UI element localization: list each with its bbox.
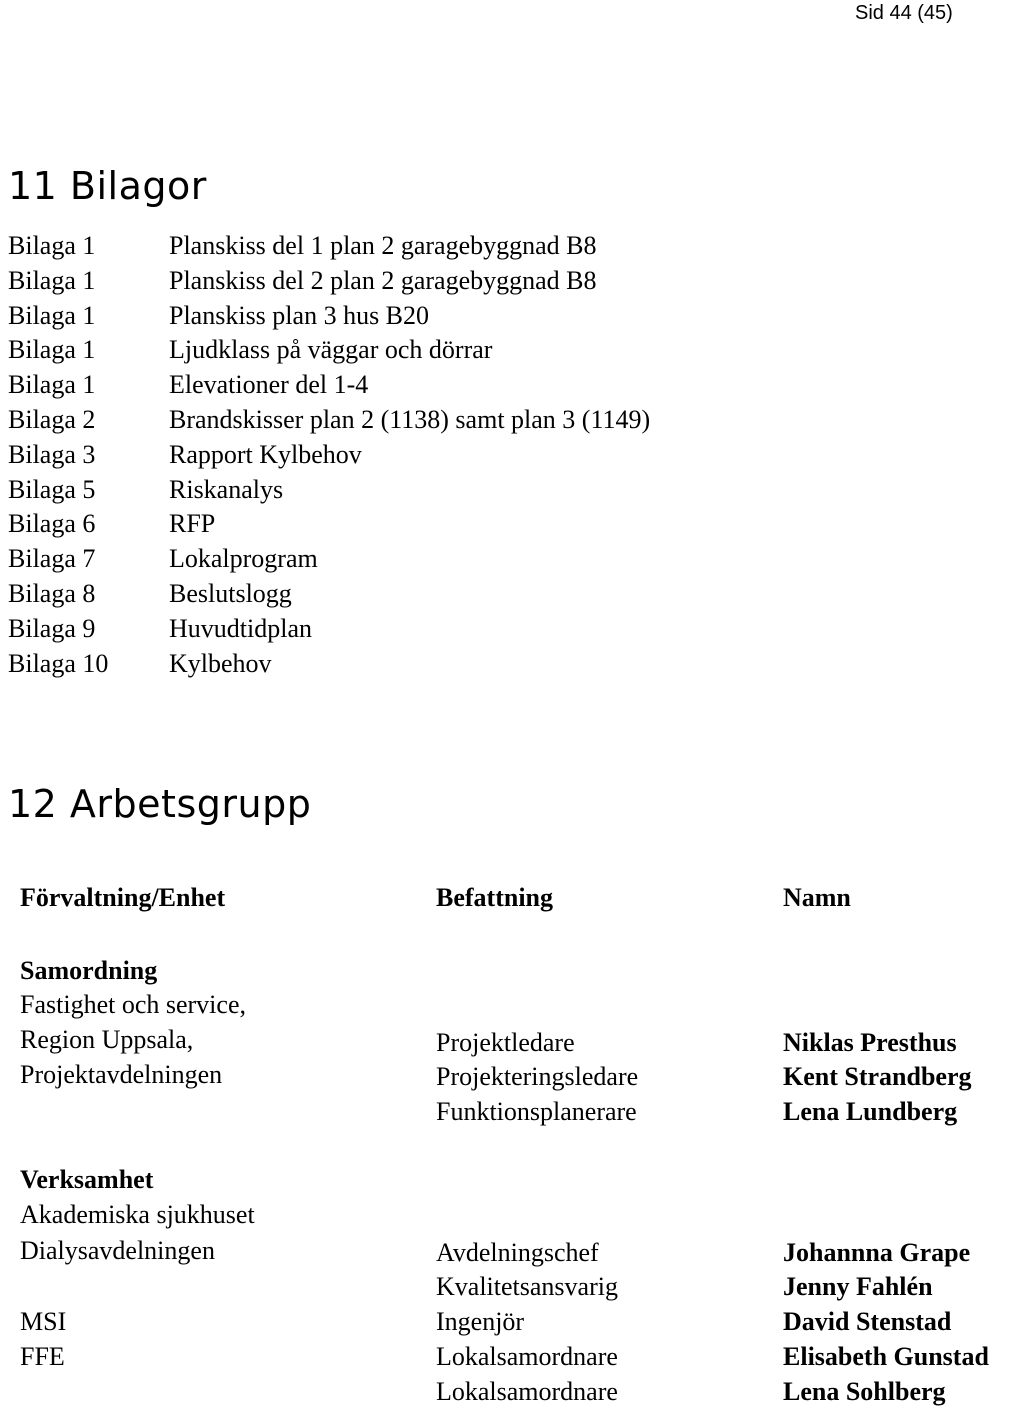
unit-line: FFE	[20, 1342, 65, 1371]
member-name: Niklas Presthus	[783, 1028, 957, 1057]
bilagor-list	[8, 229, 650, 681]
member-name: David Stenstad	[783, 1307, 952, 1336]
bilaga-row	[8, 647, 650, 682]
bilaga-description: Planskiss del 1 plan 2 garagebyggnad B8	[169, 231, 597, 260]
bilaga-description: Ljudklass på väggar och dörrar	[169, 335, 493, 365]
bilaga-description: Planskiss del 2 plan 2 garagebyggnad B8	[169, 265, 597, 295]
member-name: Jenny Fahlén	[783, 1272, 933, 1301]
member-role: Avdelningschef	[436, 1238, 599, 1267]
bilaga-row	[8, 333, 650, 368]
member-role: Lokalsamordnare	[436, 1377, 618, 1406]
bilaga-label: Bilaga 1	[8, 370, 96, 400]
bilaga-row	[8, 542, 650, 577]
unit-line: Akademiska sjukhuset	[20, 1200, 255, 1229]
bilaga-description: Elevationer del 1-4	[169, 370, 369, 400]
bilaga-label: Bilaga 3	[8, 439, 96, 469]
unit-line: Region Uppsala,	[20, 1025, 194, 1054]
bilaga-row	[8, 438, 650, 473]
bilaga-description: Rapport Kylbehov	[169, 439, 362, 469]
bilaga-label: Bilaga 7	[8, 544, 96, 574]
bilaga-description: RFP	[169, 509, 216, 539]
bilaga-label: Bilaga 6	[8, 509, 96, 539]
bilaga-row	[8, 299, 650, 334]
member-role: Funktionsplanerare	[436, 1097, 637, 1126]
member-name: Kent Strandberg	[783, 1062, 972, 1091]
member-role: Kvalitetsansvarig	[436, 1272, 618, 1301]
column-header-role: Befattning	[436, 883, 553, 912]
section-heading-arbetsgrupp: 12 Arbetsgrupp	[8, 782, 312, 826]
bilaga-row	[8, 264, 650, 299]
bilaga-description: Beslutslogg	[169, 578, 292, 608]
member-role: Lokalsamordnare	[436, 1342, 618, 1371]
section-heading-bilagor: 11 Bilagor	[8, 164, 207, 208]
bilaga-label: Bilaga 1	[8, 300, 96, 330]
bilaga-label: Bilaga 1	[8, 231, 96, 260]
member-name: Lena Lundberg	[783, 1097, 958, 1126]
bilaga-description: Lokalprogram	[169, 544, 318, 574]
bilaga-row	[8, 577, 650, 612]
bilaga-label: Bilaga 9	[8, 613, 96, 643]
member-name: Lena Sohlberg	[783, 1377, 946, 1406]
bilaga-description: Kylbehov	[169, 648, 272, 678]
bilaga-label: Bilaga 8	[8, 578, 96, 608]
member-name: Johannna Grape	[783, 1238, 971, 1267]
member-role: Ingenjör	[436, 1307, 525, 1336]
unit-line: MSI	[20, 1307, 67, 1336]
column-header-unit: Förvaltning/Enhet	[20, 883, 226, 912]
group-title-verksamhet: Verksamhet	[20, 1165, 154, 1194]
bilaga-row	[8, 473, 650, 508]
bilaga-label: Bilaga 10	[8, 648, 109, 678]
bilaga-label: Bilaga 1	[8, 265, 96, 295]
unit-line: Dialysavdelningen	[20, 1236, 215, 1265]
page-number: Sid 44 (45)	[855, 2, 953, 24]
bilaga-description: Brandskisser plan 2 (1138) samt plan 3 (1149)	[169, 404, 651, 434]
member-role: Projektledare	[436, 1028, 575, 1057]
bilaga-row	[8, 507, 650, 542]
bilaga-label: Bilaga 2	[8, 404, 96, 434]
bilaga-row	[8, 403, 650, 438]
bilaga-label: Bilaga 1	[8, 335, 96, 365]
bilaga-row	[8, 368, 650, 403]
column-header-name: Namn	[783, 883, 851, 912]
bilaga-row	[8, 229, 650, 264]
member-role: Projekteringsledare	[436, 1062, 639, 1091]
bilaga-description: Huvudtidplan	[169, 613, 312, 643]
bilaga-description: Planskiss plan 3 hus B20	[169, 300, 430, 330]
group-title-samordning: Samordning	[20, 956, 158, 985]
member-name: Elisabeth Gunstad	[783, 1342, 989, 1371]
unit-line: Fastighet och service,	[20, 990, 246, 1019]
bilaga-row	[8, 612, 650, 647]
bilaga-description: Riskanalys	[169, 474, 284, 504]
unit-line: Projektavdelningen	[20, 1060, 223, 1089]
bilaga-label: Bilaga 5	[8, 474, 96, 504]
